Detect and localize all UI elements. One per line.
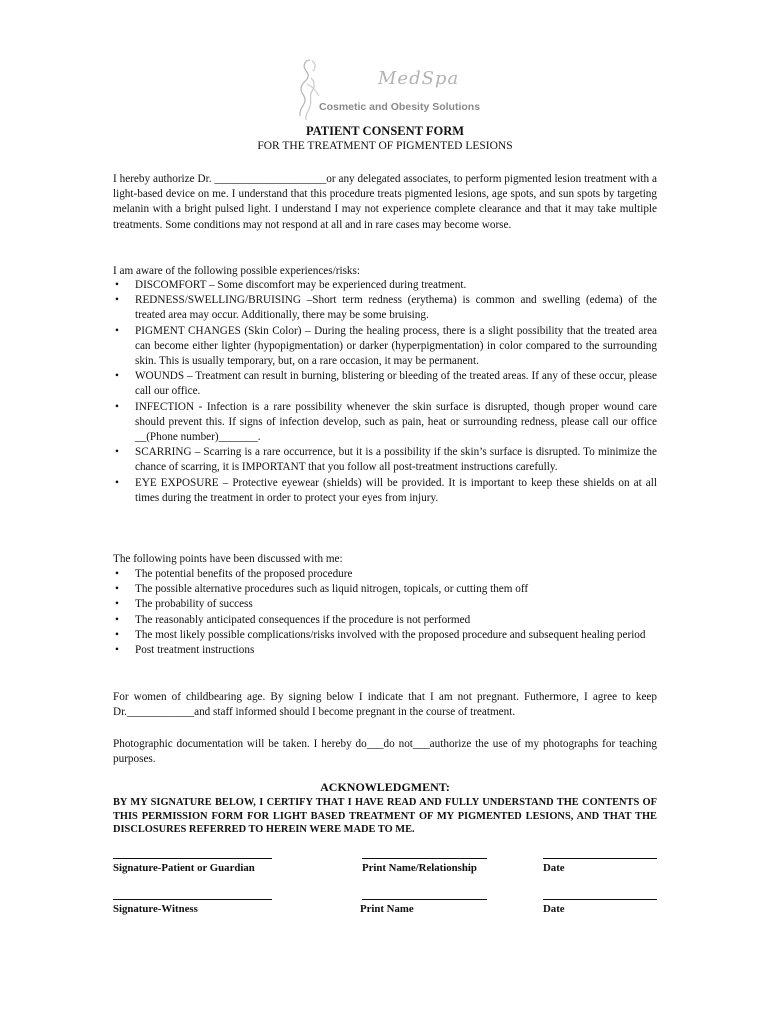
discussed-item: • The probability of success bbox=[113, 597, 657, 612]
discussed-item: • Post treatment instructions bbox=[113, 643, 657, 658]
discussed-item: • The possible alternative procedures such as liquid nitrogen, topicals, or cutting them off bbox=[113, 582, 657, 597]
date-label-2: Date bbox=[543, 903, 565, 915]
risk-eye-exposure: • EYE EXPOSURE – Protective eyewear (shields) will be provided. It is important to keep these shields on at all times during the treatment in order to protect your eyes from injury. bbox=[113, 476, 657, 506]
risk-infection: • INFECTION - Infection is a rare possibility whenever the skin surface is disrupted, though proper wound care should prevent this. If signs of infection develop, such as pain, heat or surrounding redness, please call our office __(Phone number)_______. bbox=[113, 400, 657, 446]
acknowledgment-text: BY MY SIGNATURE BELOW, I CERTIFY THAT I HAVE READ AND FULLY UNDERSTAND THE CONTENTS OF THIS PERMISSION FORM FOR LIGHT BASED TREATMENT OF MY PIGMENTED LESIONS, AND THAT THE DISCLOSURES REFERRED TO HEREIN WERE MADE TO ME. bbox=[113, 797, 657, 836]
date-label-1: Date bbox=[543, 862, 565, 874]
risks-heading: I am aware of the following possible experiences/risks: bbox=[113, 265, 360, 277]
risk-pigment-changes: • PIGMENT CHANGES (Skin Color) – During the healing process, there is a slight possibility that the treated area can become either lighter (hypopigmentation) or darker (hyperpigmentation) in color compared to the surrounding skin. This is usually temporary, but, on a rare occasion, it may be permanent. bbox=[113, 324, 657, 370]
date-line-2[interactable] bbox=[543, 899, 657, 900]
discussed-item: • The most likely possible complications/risks involved with the proposed procedure and subsequent healing period bbox=[113, 628, 657, 643]
witness-signature-line[interactable] bbox=[113, 899, 272, 900]
risks-list bbox=[113, 278, 657, 506]
patient-signature-label: Signature-Patient or Guardian bbox=[113, 862, 255, 874]
risk-scarring: • SCARRING – Scarring is a rare occurrence, but it is a possibility if the skin’s surface is disrupted. To minimize the chance of scarring, it is IMPORTANT that you follow all post-treatment instructions carefully. bbox=[113, 445, 657, 475]
logo-tagline: Cosmetic and Obesity Solutions bbox=[319, 101, 481, 113]
print-name-relationship-label: Print Name/Relationship bbox=[362, 862, 477, 874]
discussed-list bbox=[113, 567, 657, 658]
patient-signature-line[interactable] bbox=[113, 858, 272, 859]
form-subtitle: FOR THE TREATMENT OF PIGMENTED LESIONS bbox=[257, 140, 513, 152]
witness-signature-label: Signature-Witness bbox=[113, 903, 198, 915]
risk-redness-swelling-bruising: • REDNESS/SWELLING/BRUISING –Short term redness (erythema) is common and swelling (edema) of the treated area may occur. Additionally, there may be some bruising. bbox=[113, 293, 657, 323]
print-name-relationship-line[interactable] bbox=[362, 858, 487, 859]
discussed-heading: The following points have been discussed with me: bbox=[113, 553, 343, 565]
discussed-item: • The reasonably anticipated consequences if the procedure is not performed bbox=[113, 613, 657, 628]
risk-wounds: • WOUNDS – Treatment can result in burning, blistering or bleeding of the treated areas. If any of these occur, please call our office. bbox=[113, 369, 657, 399]
risk-discomfort: • DISCOMFORT – Some discomfort may be experienced during treatment. bbox=[113, 278, 657, 293]
logo-name: MedSpa bbox=[378, 68, 460, 89]
photo-paragraph: Photographic documentation will be taken. I hereby do___do not___authorize the use of my photographs for teaching purposes. bbox=[113, 738, 657, 766]
date-line-1[interactable] bbox=[543, 858, 657, 859]
acknowledgment-heading: ACKNOWLEDGMENT: bbox=[320, 780, 450, 794]
authorization-paragraph: I hereby authorize Dr. ____________________or any delegated associates, to perform pigmented lesion treatment with a light-based device on me. I understand that this procedure treats pigmented lesions, age spots, and sun spots by targeting melanin with a bright pulsed light. I understand I may not experience complete clearance and that it may take multiple treatments. Some conditions may not respond at all and in rare cases may become worse. bbox=[113, 173, 657, 231]
pregnancy-paragraph: For women of childbearing age. By signing below I indicate that I am not pregnant. Futhermore, I agree to keep Dr.____________and staff informed should I become pregnant in the course of treatment. bbox=[113, 691, 657, 719]
medspa-logo bbox=[288, 56, 488, 122]
form-title: PATIENT CONSENT FORM bbox=[305, 124, 465, 138]
discussed-item: • The potential benefits of the proposed procedure bbox=[113, 567, 657, 582]
print-name-label: Print Name bbox=[360, 903, 414, 915]
print-name-line[interactable] bbox=[362, 899, 487, 900]
